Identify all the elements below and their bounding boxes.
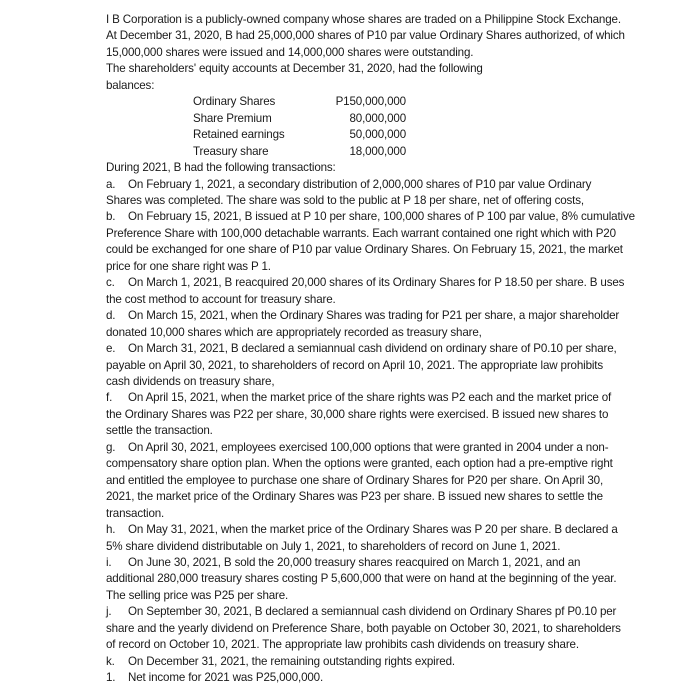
transaction-line — [106, 226, 696, 242]
transaction-label: g. — [106, 440, 116, 454]
transaction-text: share and the yearly dividend on Preference Share, both payable on October 30, 2021, to shareholders — [106, 621, 621, 635]
transaction-line — [106, 275, 696, 291]
transaction-line — [106, 473, 696, 489]
account-amount: P150,000,000 — [335, 95, 406, 109]
transactions-list — [106, 177, 696, 687]
transaction-line — [106, 670, 696, 686]
transaction-text: On April 30, 2021, employees exercised 100,000 options that were granted in 2004 under a non- — [128, 440, 609, 454]
transaction-item — [106, 604, 696, 653]
transaction-item — [106, 275, 696, 308]
transaction-text: settle the transaction. — [106, 424, 213, 438]
transaction-text: On March 1, 2021, B reacquired 20,000 shares of its Ordinary Shares for P 18.50 per share. B uses — [128, 276, 625, 290]
transactions-heading: During 2021, B had the following transactions: — [106, 161, 336, 175]
transaction-text: On June 30, 2021, B sold the 20,000 treasury shares reacquired on March 1, 2021, and an — [128, 555, 581, 569]
account-amount: 50,000,000 — [349, 128, 406, 142]
account-name: Ordinary Shares — [193, 95, 276, 109]
transaction-label: i. — [106, 555, 112, 569]
transaction-line — [106, 407, 696, 423]
intro-paragraph — [106, 12, 696, 94]
transaction-text: of record on October 10, 2021. The appropriate law prohibits cash dividends on treasury share. — [106, 638, 579, 652]
balance-row — [193, 111, 696, 127]
transaction-text: 2021, the market price of the Ordinary Shares was P23 per share. B issued new shares to settle the — [106, 490, 603, 504]
intro-line: I B Corporation is a publicly-owned company whose shares are traded on a Philippine Stock Exchange. — [106, 13, 621, 26]
transaction-text: On April 15, 2021, when the market price of the share rights was P2 each and the market price of — [128, 391, 612, 405]
transaction-text: On March 15, 2021, when the Ordinary Shares was trading for P21 per share, a major shareholder — [128, 309, 620, 323]
transaction-line — [106, 242, 696, 258]
transaction-line — [106, 539, 696, 555]
transaction-item — [106, 209, 696, 275]
transaction-text: the cost method to account for treasury share. — [106, 292, 336, 306]
transaction-line — [106, 489, 696, 505]
transaction-text: Shares was completed. The share was sold to the public at P 18 per share, net of offering costs, — [106, 193, 584, 207]
transaction-item — [106, 522, 696, 555]
transaction-text: could be exchanged for one share of P10 par value Ordinary Shares. On February 15, 2021, the market — [106, 243, 623, 257]
transaction-text: On February 15, 2021, B issued at P 10 per share, 100,000 shares of P 100 par value, 8% cumulative — [128, 210, 635, 224]
account-amount: 80,000,000 — [349, 111, 406, 125]
account-amount: 18,000,000 — [349, 144, 406, 158]
transaction-text: additional 280,000 treasury shares costing P 5,600,000 that were on hand at the beginning of the year. — [106, 572, 617, 586]
transaction-item — [106, 390, 696, 439]
transaction-label: 1. — [106, 671, 116, 685]
transaction-text: the Ordinary Shares was P22 per share, 30,000 share rights were exercised. B issued new shares to — [106, 407, 609, 421]
account-name: Retained earnings — [193, 128, 285, 142]
transaction-line — [106, 177, 696, 193]
transaction-line — [106, 555, 696, 571]
transaction-text: The selling price was P25 per share. — [106, 588, 289, 602]
transaction-line — [106, 292, 696, 308]
transaction-line — [106, 654, 696, 670]
transaction-line — [106, 308, 696, 324]
transaction-line — [106, 193, 696, 209]
problem-document — [106, 12, 696, 687]
transaction-item — [106, 555, 696, 604]
transaction-label: a. — [106, 177, 116, 191]
transaction-line — [106, 390, 696, 406]
transaction-line — [106, 621, 696, 637]
transaction-text: donated 10,000 shares which are appropriately recorded as treasury share, — [106, 325, 482, 339]
transaction-text: On September 30, 2021, B declared a semiannual cash dividend on Ordinary Shares pf P0.10 per — [128, 605, 617, 619]
transaction-line — [106, 325, 696, 341]
transaction-line — [106, 604, 696, 620]
transaction-item — [106, 341, 696, 390]
balance-row — [193, 144, 696, 160]
transaction-label: j. — [106, 605, 112, 619]
transaction-text: Preference Share with 100,000 detachable warrants. Each warrant contained one right which with P20 — [106, 226, 616, 240]
transaction-line — [106, 341, 696, 357]
transaction-text: price for one share right was P 1. — [106, 259, 271, 273]
account-name: Treasury share — [193, 144, 269, 158]
transaction-label: h. — [106, 523, 116, 537]
transaction-line — [106, 637, 696, 653]
transaction-label: b. — [106, 210, 116, 224]
transaction-text: compensatory share option plan. When the options were granted, each option had a pre-emptive right — [106, 457, 613, 471]
account-name: Share Premium — [193, 111, 272, 125]
transaction-text: On May 31, 2021, when the market price of the Ordinary Shares was P 20 per share. B declared a — [128, 523, 618, 537]
transaction-item — [106, 654, 696, 670]
transaction-text: Net income for 2021 was P25,000,000. — [128, 671, 324, 685]
intro-line: The shareholders' equity accounts at December 31, 2020, had the following — [106, 62, 483, 76]
transaction-label: k. — [106, 654, 115, 668]
transaction-text: 5% share dividend distributable on July 1, 2021, to shareholders of record on June 1, 2021. — [106, 539, 561, 553]
transaction-line — [106, 209, 696, 225]
transaction-item — [106, 440, 696, 522]
transaction-line — [106, 374, 696, 390]
transaction-line — [106, 522, 696, 538]
transaction-label: e. — [106, 342, 116, 356]
balance-row — [193, 127, 696, 143]
intro-line: At December 31, 2020, B had 25,000,000 shares of P10 par value Ordinary Shares authorized, of which — [106, 29, 625, 43]
intro-line: balances: — [106, 78, 155, 92]
transaction-line — [106, 588, 696, 604]
balances-table — [193, 94, 696, 160]
balance-row — [193, 94, 696, 110]
transaction-line — [106, 259, 696, 275]
transaction-item — [106, 177, 696, 210]
transaction-line — [106, 358, 696, 374]
transaction-line — [106, 423, 696, 439]
transaction-text: transaction. — [106, 506, 165, 520]
transaction-label: d. — [106, 309, 116, 323]
transaction-item — [106, 670, 696, 686]
intro-line: 15,000,000 shares were issued and 14,000,000 shares were outstanding. — [106, 45, 474, 59]
transaction-line — [106, 440, 696, 456]
transaction-line — [106, 506, 696, 522]
transaction-text: On February 1, 2021, a secondary distribution of 2,000,000 shares of P10 par value Ordinary — [128, 177, 592, 191]
transaction-label: f. — [106, 391, 113, 405]
transaction-text: cash dividends on treasury share, — [106, 374, 275, 388]
transaction-text: On December 31, 2021, the remaining outstanding rights expired. — [128, 654, 455, 668]
transaction-text: payable on April 30, 2021, to shareholders of record on April 10, 2021. The appropriate law prohibits — [106, 358, 604, 372]
transaction-label: c. — [106, 276, 115, 290]
transaction-text: On March 31, 2021, B declared a semiannual cash dividend on ordinary share of P0.10 per share, — [128, 342, 617, 356]
transaction-text: and entitled the employee to purchase one share of Ordinary Shares for P20 per share. On April 30, — [106, 473, 604, 487]
transaction-line — [106, 456, 696, 472]
transaction-item — [106, 308, 696, 341]
transaction-line — [106, 571, 696, 587]
